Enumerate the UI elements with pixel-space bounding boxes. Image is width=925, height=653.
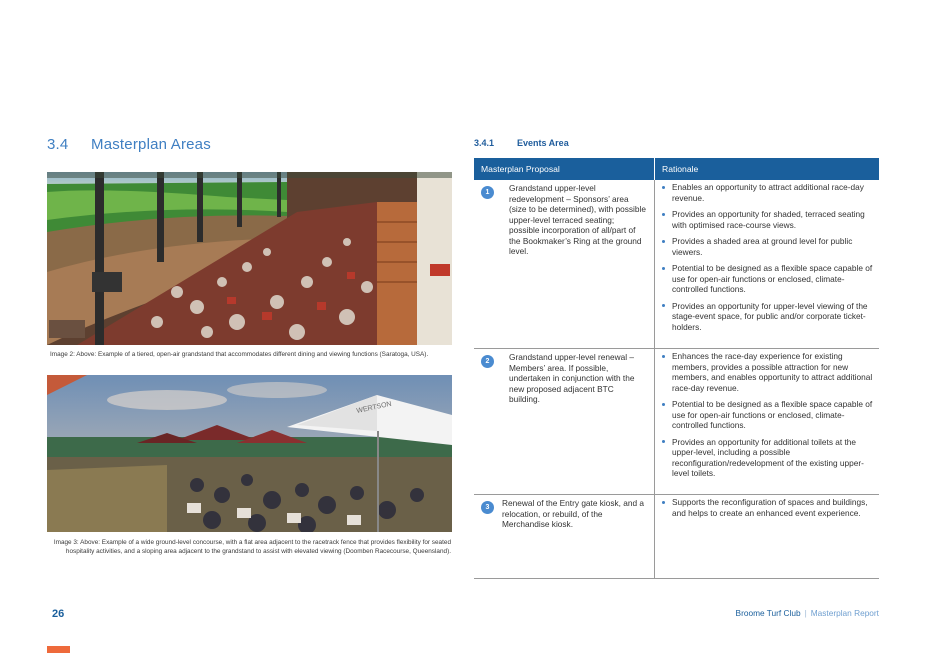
footer — [736, 608, 879, 618]
rationale-cell — [655, 349, 880, 495]
rationale-item: Potential to be designed as a flexible space capable of use for open-air functions or enclosed, climate-controlled functions. — [661, 399, 873, 431]
rationale-list — [661, 351, 873, 479]
table-row — [474, 495, 879, 579]
number-badge: 3 — [481, 501, 494, 514]
proposal-text: Grandstand upper-level renewal – Members’ area. If possible, undertaken in conjunction with the new proposed adjacent BTC building. — [509, 352, 635, 404]
rationale-item: Provides a shaded area at ground level for public viewers. — [661, 236, 873, 257]
accent-bar — [47, 646, 70, 653]
subsection-number: 3.4.1 — [474, 138, 495, 148]
proposal-cell — [474, 180, 655, 349]
grandstand-photo — [47, 172, 452, 345]
number-badge: 2 — [481, 355, 494, 368]
rationale-list — [661, 182, 873, 332]
footer-report: Masterplan Report — [810, 608, 879, 618]
footer-organisation: Broome Turf Club — [735, 608, 801, 618]
table-row — [474, 349, 879, 495]
section-number: 3.4 — [47, 136, 69, 153]
footer-separator: | — [804, 608, 807, 618]
subsection-title: Events Area — [517, 138, 569, 148]
number-badge: 1 — [481, 186, 494, 199]
umbrella-text: WERTSON — [355, 400, 393, 415]
proposal-cell — [474, 349, 655, 495]
rationale-item: Enables an opportunity to attract additional race-day revenue. — [661, 182, 873, 203]
rationale-item: Provides an opportunity for additional toilets at the upper-level, including a possible reconfiguration/redevelopment of the existing upper-level toilets. — [661, 437, 873, 479]
rationale-list — [661, 497, 873, 518]
proposals-table — [474, 158, 879, 579]
table-header-row — [474, 158, 879, 180]
rationale-item: Enhances the race-day experience for existing members, provides a possible attraction for new members, and enables opportunity to attract additional race-day revenue. — [661, 351, 873, 393]
rationale-item: Provides an opportunity for shaded, terraced seating with optimised race-course views. — [661, 209, 873, 230]
rationale-cell — [655, 180, 880, 349]
photo-caption-1: Image 2: Above: Example of a tiered, open-air grandstand that accommodates different dining and viewing functions (Saratoga, USA). — [50, 351, 429, 358]
section-heading — [47, 136, 211, 153]
section-title: Masterplan Areas — [91, 136, 211, 153]
proposal-text: Renewal of the Entry gate kiosk, and a relocation, or rebuild, of the Merchandise kiosk. — [502, 498, 645, 529]
concourse-photo — [47, 375, 452, 532]
photo-caption-2: Image 3: Above: Example of a wide ground-level concourse, with a flat area adjacent to the racetrack fence that provides flexibility for seated hospitality activities, and a sloping area adjacent to the grandstand to assist with elevated viewing (Doomben Racecourse, Queensland). — [53, 539, 451, 555]
table-row — [474, 180, 879, 349]
rationale-item: Supports the reconfiguration of spaces and buildings, and helps to create an enhanced event experience. — [661, 497, 873, 518]
subsection-heading — [474, 138, 569, 148]
rationale-item: Potential to be designed as a flexible space capable of use for open-air functions or enclosed, climate-controlled functions. — [661, 263, 873, 295]
proposal-cell — [474, 495, 655, 579]
column-header-proposal: Masterplan Proposal — [474, 158, 655, 180]
page-number: 26 — [52, 608, 65, 620]
rationale-item: Provides an opportunity for upper-level viewing of the stage-event space, for public and/or corporate ticket-holders. — [661, 301, 873, 333]
proposal-text: Grandstand upper-level redevelopment – Sponsors’ area (size to be determined), with possible upper-level terraced seating; possible incorporation of all/part of the Bookmaker’s Ring at the ground level. — [509, 183, 646, 256]
column-header-rationale: Rationale — [655, 158, 880, 180]
rationale-cell — [655, 495, 880, 579]
